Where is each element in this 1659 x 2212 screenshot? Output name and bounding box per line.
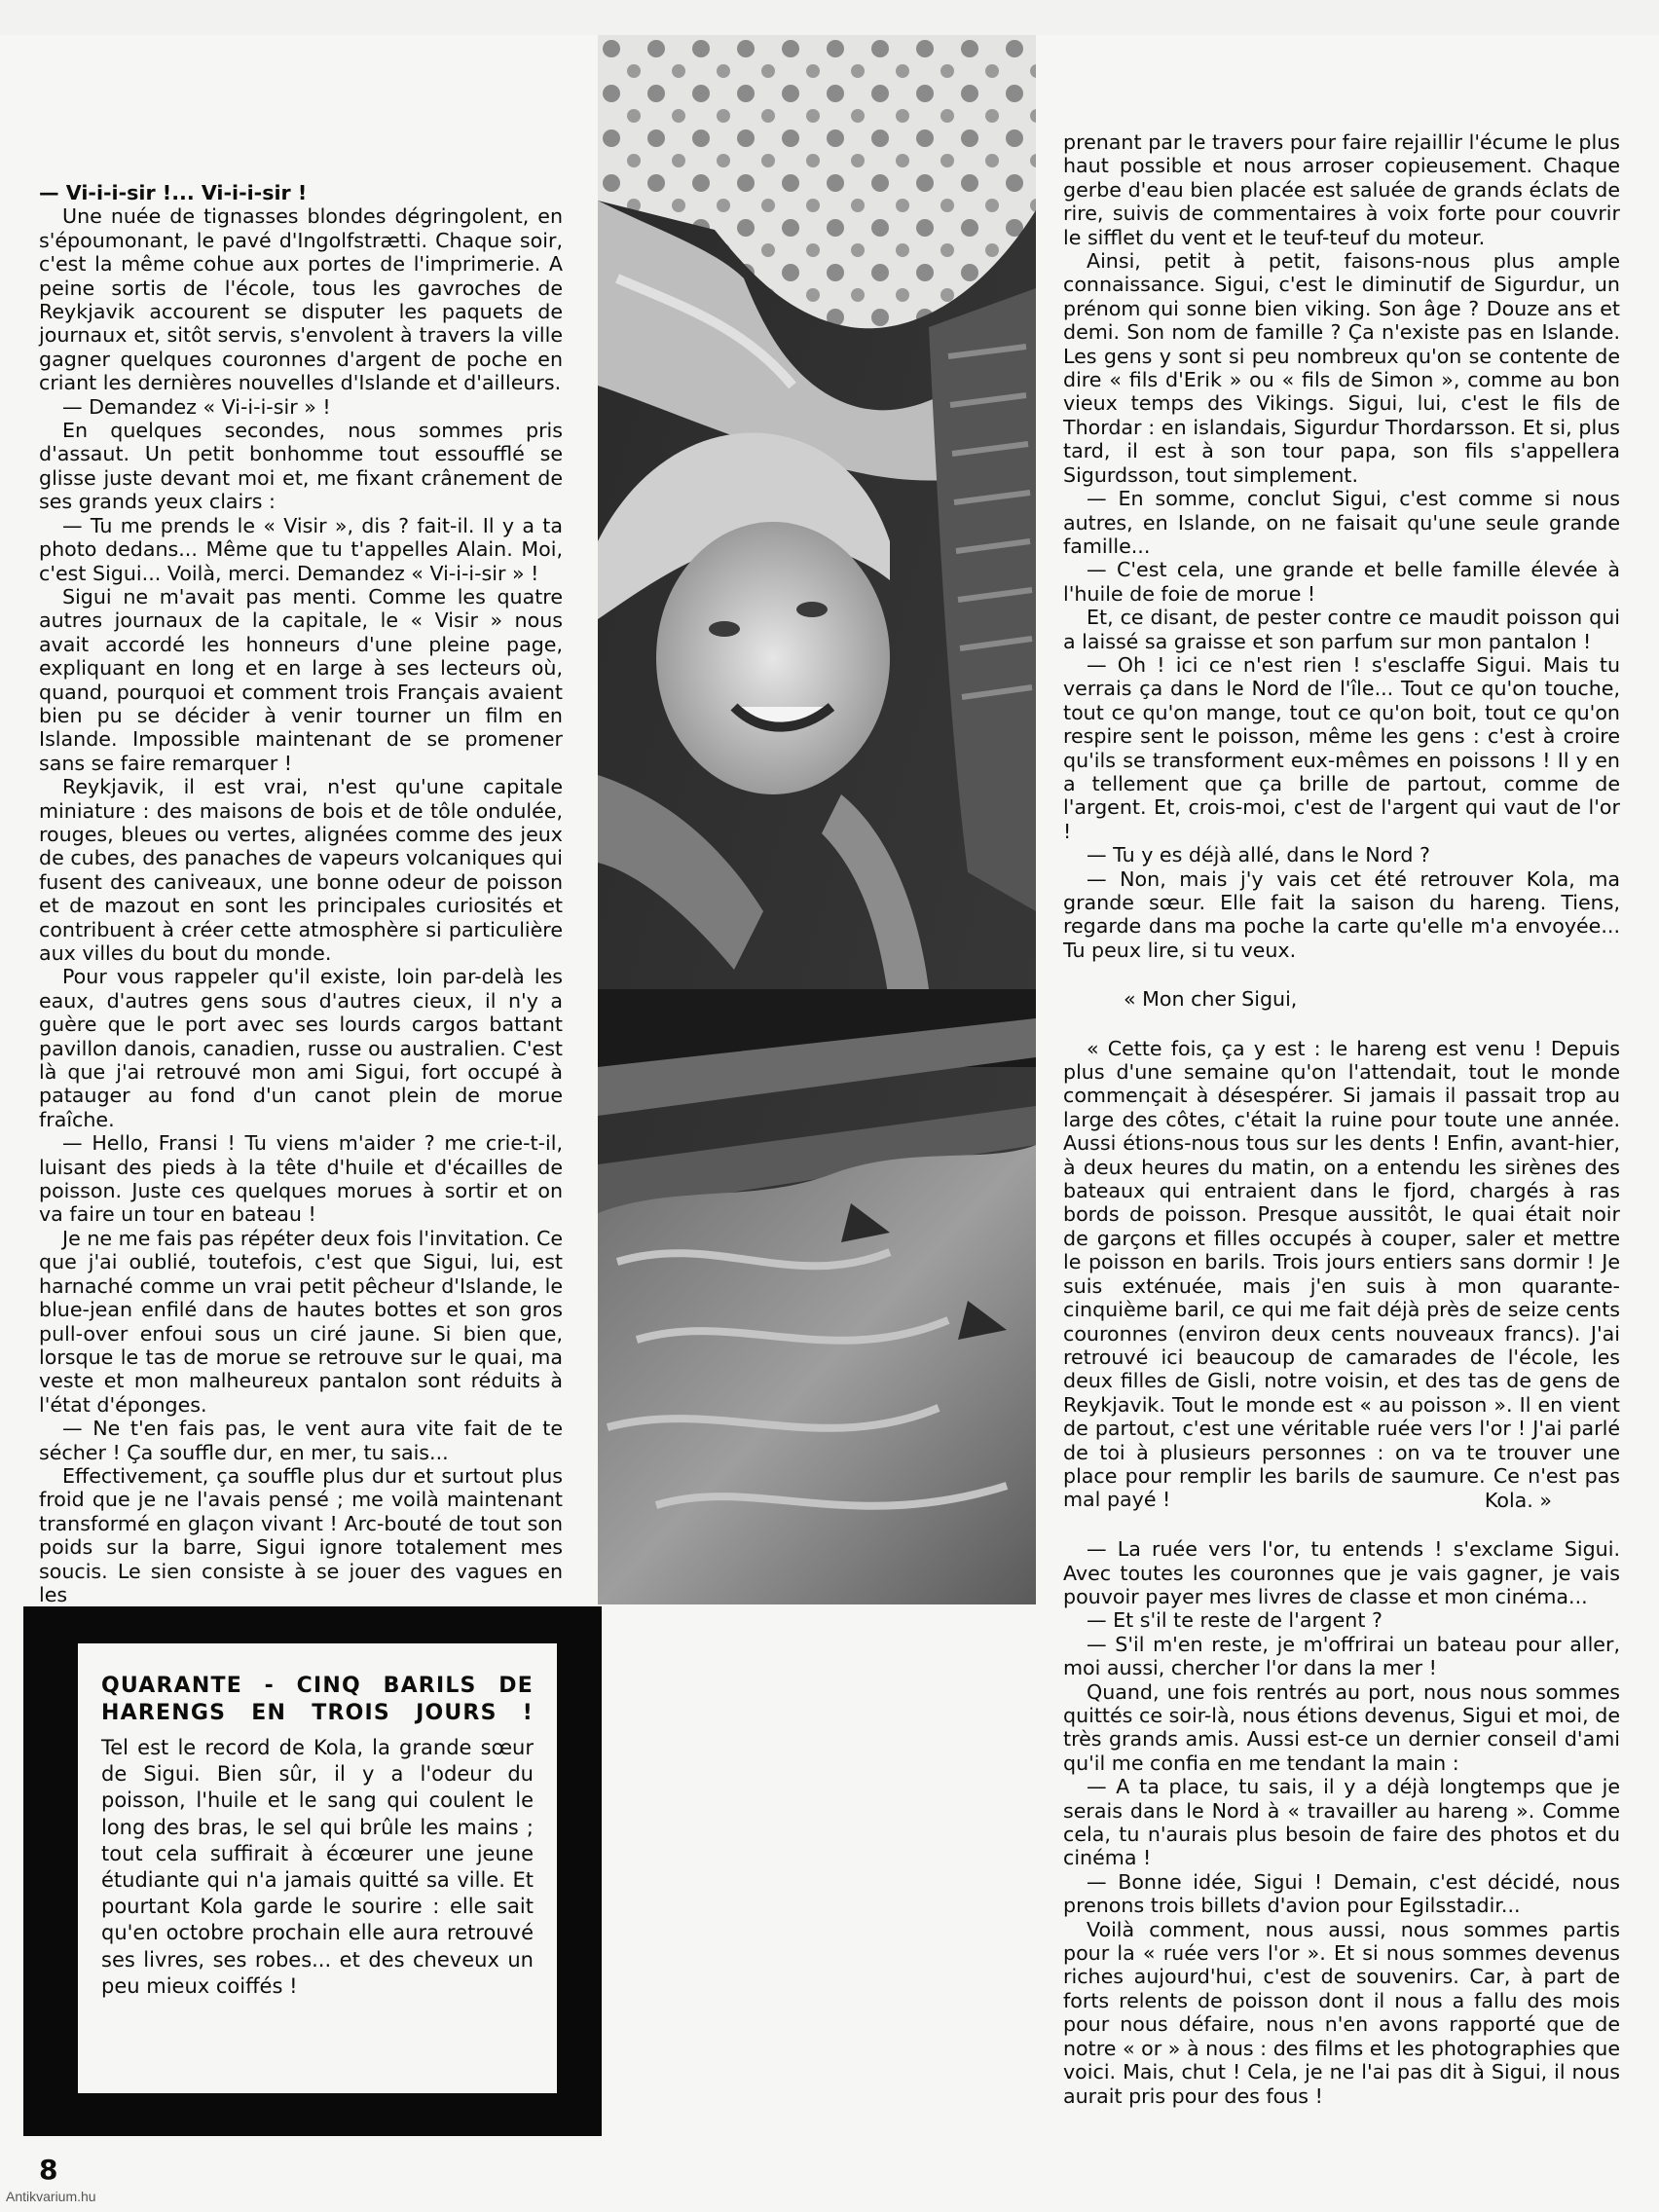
paragraph: — Ne t'en fais pas, le vent aura vite fait de te sécher ! Ça souffle dur, en mer, tu sais... — [39, 1417, 563, 1464]
paragraph: Ainsi, petit à petit, faisons-nous plus ample connaissance. Sigui, c'est le diminutif de Sigurdur, un prénom qui sonne bien viking. Son âge ? Douze ans et demi. Son nom de famille ? Ça n'existe pas en Islande. Les gens y sont si peu nombreux qu'on se contente de dire « fils d'Erik » ou « fils de Simon », comme au bon vieux temps des Vikings. Sigui, lui, c'est le fils de Thordar : en islandais, Sigurdur Thordarsson. Et si, plus tard, il est à son tour papa, son fils s'appellera Sigurdsson, tout simplement. — [1063, 249, 1620, 487]
paragraph: — Et s'il te reste de l'argent ? — [1087, 1608, 1382, 1633]
watermark: Antikvarium.hu — [6, 2189, 96, 2204]
paragraph: — Tu y es déjà allé, dans le Nord ? — [1087, 843, 1430, 867]
letter-signature: Kola. » — [1484, 1488, 1552, 1512]
paragraph: — Non, mais j'y vais cet été retrouver Kola, ma grande sœur. Elle fait la saison du hareng. Tiens, regarde dans ma poche la carte qu'elle m'a envoyée... Tu peux lire, si tu veux. — [1063, 866, 1620, 962]
paragraph: — Hello, Fransi ! Tu viens m'aider ? me crie-t-il, luisant des pieds à la tête d'huile et d'écailles de poisson. Juste ces quelques morues à sortir et on va faire un tour en bateau ! — [39, 1131, 563, 1227]
photo-image — [598, 35, 1036, 1604]
paragraph: Pour vous rappeler qu'il existe, loin par-delà les eaux, d'autres gens sous d'autres cieux, il n'y a guère que le port avec ses lourds cargos battant pavillon danois, canadien, russe ou australien. C'est là que j'ai retrouvé mon ami Sigui, fort occupé à patauger au fond d'un canot plein de morue fraîche. — [39, 965, 563, 1131]
sidebar-box — [23, 1606, 602, 2136]
letter-body: « Cette fois, ça y est : le hareng est venu ! Depuis plus d'une semaine qu'on l'attendait, tout le monde commençait à désespérer. Si jamais il passait trop au large des côtes, c'était la ruine pour toute une année. Aussi étions-nous tous sur les dents ! Enfin, avant-hier, à deux heures du matin, on a entendu les sirènes des bateaux qui entraient dans le fjord, chargés à ras bords de poisson. Presque aussitôt, le quai était noir de garçons et filles occupés à couper, saler et mettre le poisson en barils. Trois jours entiers sans dormir ! Je suis exténuée, mais j'en suis à mon quarante-cinquième baril, ce qui me fait déjà près de seize cents couronnes (environ deux cents nouveaux francs). J'ai retrouvé ici beaucoup de camarades de l'école, les deux filles de Gisli, notre voisin, et des tas de gens de Reykjavik. Tout le monde est « au poisson ». Il en vient de partout, c'est une véritable ruée vers l'or ! J'ai parlé de toi à plusieurs personnes : on va te trouver une place pour remplir les barils de saumure. Ce n'est pas mal payé ! — [1063, 1036, 1620, 1512]
paragraph: Effectivement, ça souffle plus dur et surtout plus froid que je ne l'avais pensé ; me voilà maintenant transformé en glaçon vivant ! Arc-bouté de tout son poids sur la barre, Sigui ignore totalement mes soucis. Le sien consiste à se jouer des vagues en les — [39, 1463, 563, 1606]
paragraph: En quelques secondes, nous sommes pris d'assaut. Un petit bonhomme tout essoufflé se glisse juste devant moi et, me fixant crânement de ses grands yeux clairs : — [39, 419, 563, 514]
lead-line: — Vi-i-i-sir !... Vi-i-i-sir ! — [39, 181, 308, 204]
sidebar-body: Tel est le record de Kola, la grande sœur de Sigui. Bien sûr, il y a l'odeur du poisson, l'huile et le sang qui coulent le long des bras, le sel qui brûle les mains ; tout cela suffirait à écœurer une jeune étudiante qui n'a jamais quitté sa ville. Et pourtant Kola garde le sourire : elle sait qu'en octobre prochain elle aura retrouvé ses livres, ses robes... et des cheveux un peu mieux coiffés ! — [101, 1736, 534, 1998]
sidebar-title: QUARANTE - CINQ BARILS DE HARENGS EN TROIS JOURS ! — [101, 1674, 534, 1725]
paragraph: — C'est cela, une grande et belle famille élevée à l'huile de foie de morue ! — [1063, 558, 1620, 606]
paragraph: — Oh ! ici ce n'est rien ! s'esclaffe Sigui. Mais tu verrais ça dans le Nord de l'île... Tout ce qu'on touche, tout ce qu'on mange, tout ce qu'on boit, tout ce qu'on respire sent le poisson, même les gens : c'est à croire qu'ils se transforment eux-mêmes en poissons ! Il y en a tellement que ça brille de partout, comme de l'argent. Et, crois-moi, c'est de l'argent qui vaut de l'or ! — [1063, 652, 1620, 843]
paragraph: prenant par le travers pour faire rejaillir l'écume le plus haut possible et nous arroser copieusement. Chaque gerbe d'eau bien placée est saluée de grands éclats de rire, suivis de commentaires à voix forte pour couvrir le sifflet du vent et le teuf-teuf du moteur. — [1063, 130, 1620, 249]
paragraph: Une nuée de tignasses blondes dégringolent, en s'époumonant, le pavé d'Ingolfstrætti. Chaque soir, c'est la même cohue aux portes de l'imprimerie. A peine sortis de l'école, tous les gavroches de Reykjavik accourent se disputer les paquets de journaux et, sitôt servis, s'envolent à travers la ville gagner quelques couronnes d'argent de poche en criant les dernières nouvelles d'Islande et d'ailleurs. — [39, 204, 563, 395]
paragraph: — Demandez « Vi-i-i-sir » ! — [62, 394, 331, 419]
sidebar-inner — [78, 1643, 557, 2093]
letter-salutation: « Mon cher Sigui, — [1124, 987, 1298, 1012]
photo-children-fish — [598, 35, 1036, 1604]
paragraph: — La ruée vers l'or, tu entends ! s'exclame Sigui. Avec toutes les couronnes que je vais gagner, je vais pouvoir payer mes livres de classe et mon cinéma... — [1063, 1537, 1620, 1608]
paragraph: — En somme, conclut Sigui, c'est comme si nous autres, en Islande, on ne faisait qu'une seule grande famille... — [1063, 487, 1620, 558]
page-number: 8 — [39, 2154, 58, 2186]
paragraph: Je ne me fais pas répéter deux fois l'invitation. Ce que j'ai oublié, toutefois, c'est que Sigui, lui, est harnaché comme un vrai petit pêcheur d'Islande, le blue-jean enfilé dans de hautes bottes et son gros pull-over enfoui sous un ciré jaune. Si bien que, lorsque le tas de morue se retrouve sur le quai, ma veste et mon malheureux pantalon sont réduits à l'état d'éponges. — [39, 1226, 563, 1417]
paragraph: Sigui ne m'avait pas menti. Comme les quatre autres journaux de la capitale, le « Visir » nous avait accordé les honneurs d'une pleine page, expliquant en long et en large à ses lecteurs où, quand, pourquoi et comment trois Français avaient bien pu se décider à venir tourner un film en Islande. Impossible maintenant de se promener sans se faire remarquer ! — [39, 584, 563, 775]
right-column — [1063, 130, 1620, 2108]
paragraph: Voilà comment, nous aussi, nous sommes partis pour la « ruée vers l'or ». Et si nous sommes devenus riches aujourd'hui, c'est de souvenirs. Car, à part de forts relents de poisson dont il nous a fallu des mois pour nous défaire, nous n'en avons rapporté que de notre « or » à nous : des films et les photographies que voici. Mais, chut ! Cela, je ne l'ai pas dit à Sigui, il nous aurait pris pour des fous ! — [1063, 1917, 1620, 2108]
paragraph: — Tu me prends le « Visir », dis ? fait-il. Il y a ta photo dedans... Même que tu t'appelles Alain. Moi, c'est Sigui... Voilà, merci. Demandez « Vi-i-i-sir » ! — [39, 513, 563, 585]
paragraph: Et, ce disant, de pester contre ce maudit poisson qui a laissé sa graisse et son parfum sur mon pantalon ! — [1063, 606, 1620, 653]
paragraph: — Bonne idée, Sigui ! Demain, c'est décidé, nous prenons trois billets d'avion pour Egilsstadir... — [1063, 1869, 1620, 1918]
paragraph: Quand, une fois rentrés au port, nous nous sommes quittés ce soir-là, nous étions devenus, Sigui et moi, de très grands amis. Aussi est-ce un dernier conseil d'ami qu'il me confia en me tendant la main : — [1063, 1679, 1620, 1775]
paragraph: — S'il m'en reste, je m'offrirai un bateau pour aller, moi aussi, chercher l'or dans la mer ! — [1063, 1632, 1620, 1680]
top-margin — [0, 0, 1659, 35]
left-column — [39, 181, 563, 1606]
paragraph: — A ta place, tu sais, il y a déjà longtemps que je serais dans le Nord à « travailler au hareng ». Comme cela, tu n'aurais plus besoin de faire des photos et du cinéma ! — [1063, 1775, 1620, 1870]
paragraph: Reykjavik, il est vrai, n'est qu'une capitale miniature : des maisons de bois et de tôle ondulée, rouges, bleues ou vertes, alignées comme des jeux de cubes, des panaches de vapeurs volcaniques qui fusent des caniveaux, une bonne odeur de poisson et de mazout en sont les principales curiosités et contribuent à créer cette atmosphère si particulière aux villes du bout du monde. — [39, 775, 563, 965]
